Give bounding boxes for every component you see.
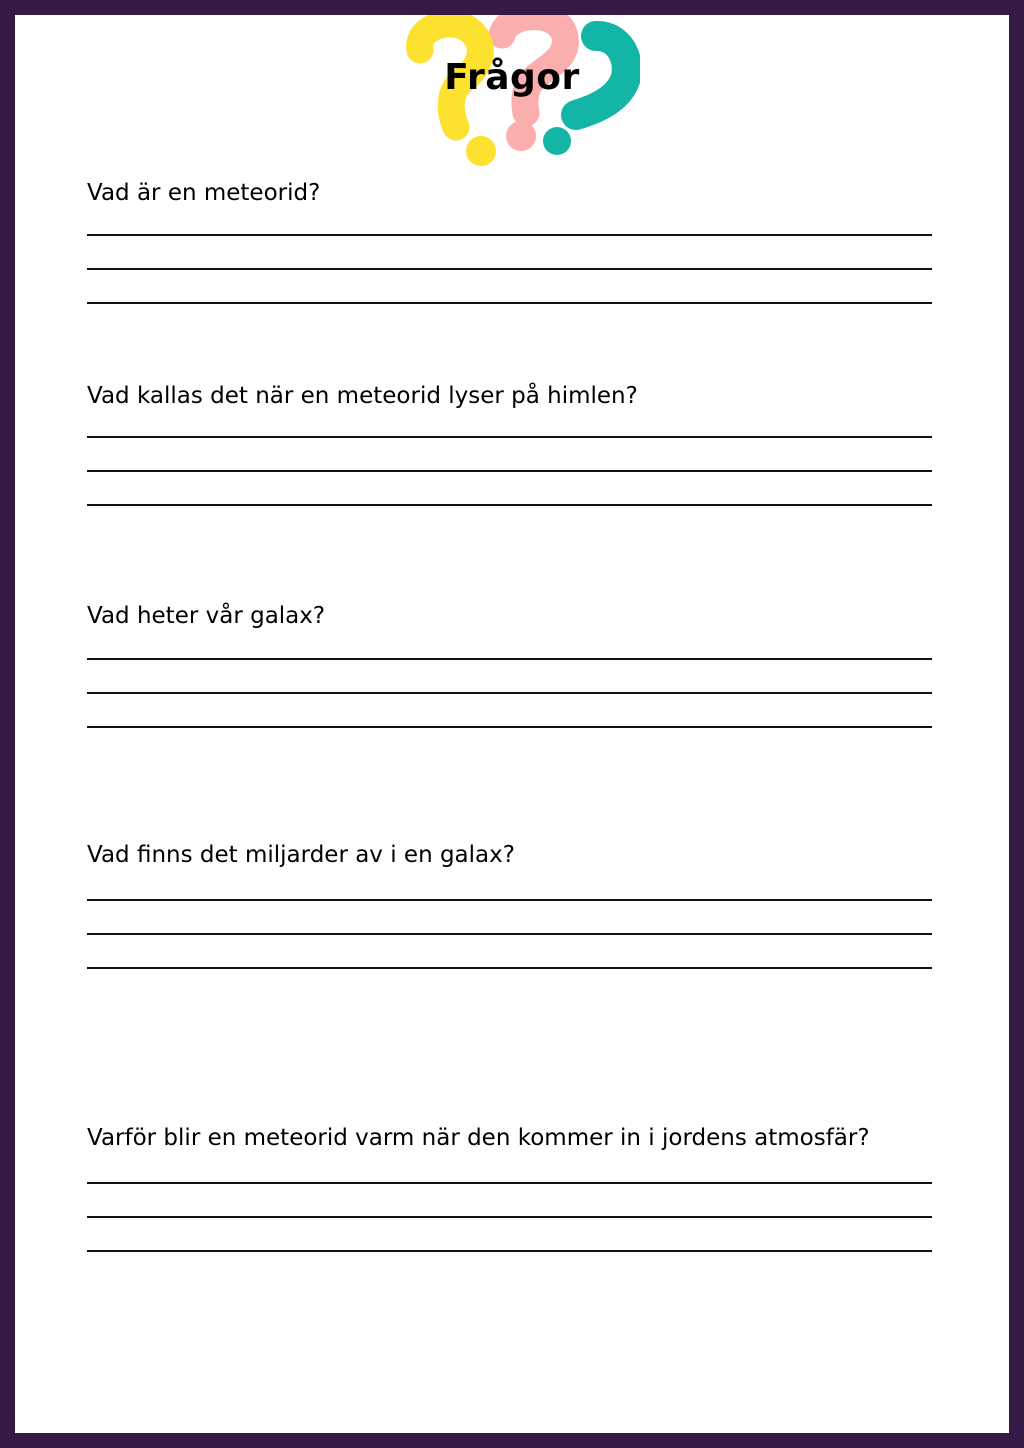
- question-text: Varför blir en meteorid varm när den kommer in i jordens atmosfär?: [87, 1125, 870, 1151]
- answer-line[interactable]: [87, 1250, 932, 1252]
- answer-line[interactable]: [87, 692, 932, 694]
- answer-line[interactable]: [87, 470, 932, 472]
- page-title: Frågor: [444, 57, 580, 98]
- answer-line[interactable]: [87, 933, 932, 935]
- question-marks-decoration: [390, 15, 640, 185]
- answer-line[interactable]: [87, 899, 932, 901]
- header: [15, 15, 1009, 185]
- question-block: [87, 381, 947, 411]
- question-block: [87, 601, 947, 631]
- answer-line[interactable]: [87, 1216, 932, 1218]
- answer-line[interactable]: [87, 234, 932, 236]
- question-text: Vad finns det miljarder av i en galax?: [87, 842, 515, 868]
- answer-line[interactable]: [87, 658, 932, 660]
- answer-line[interactable]: [87, 302, 932, 304]
- question-block: [87, 178, 947, 208]
- question-text: Vad kallas det när en meteorid lyser på himlen?: [87, 383, 638, 409]
- question-block: [87, 1123, 947, 1153]
- worksheet-page: [15, 15, 1009, 1433]
- answer-line[interactable]: [87, 967, 932, 969]
- question-block: [87, 840, 947, 870]
- answer-line[interactable]: [87, 504, 932, 506]
- question-text: Vad är en meteorid?: [87, 180, 321, 206]
- answer-line[interactable]: [87, 436, 932, 438]
- answer-line[interactable]: [87, 1182, 932, 1184]
- question-text: Vad heter vår galax?: [87, 603, 326, 629]
- answer-line[interactable]: [87, 268, 932, 270]
- answer-line[interactable]: [87, 726, 932, 728]
